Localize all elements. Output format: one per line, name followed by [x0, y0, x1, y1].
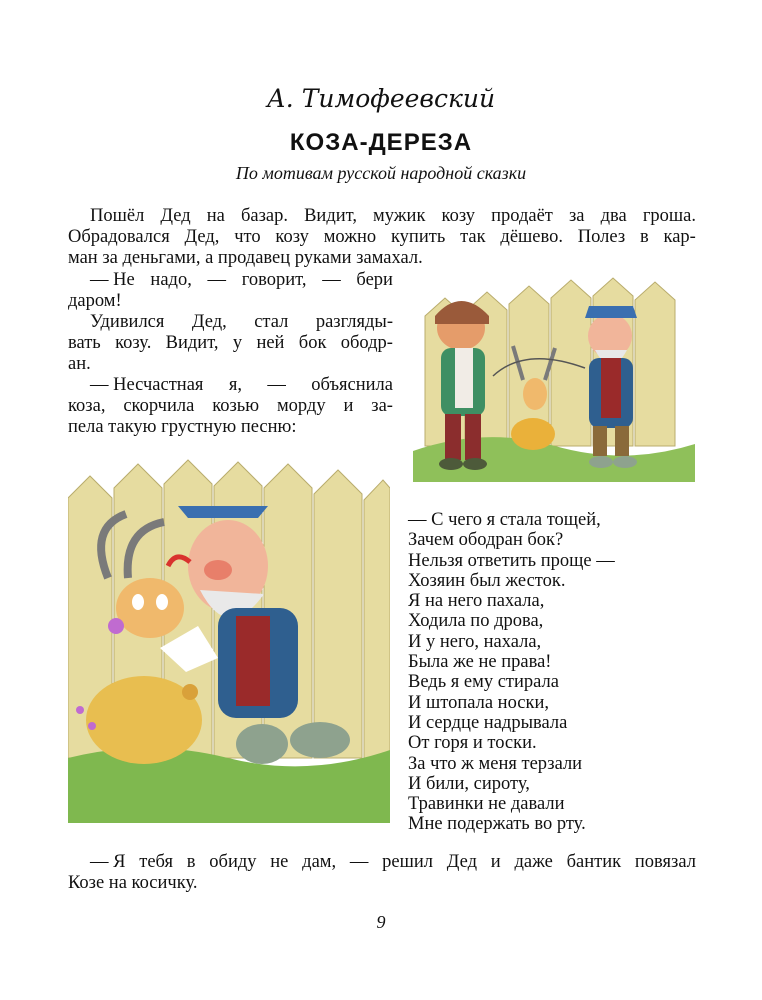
word: Видит,: [304, 206, 357, 226]
word: дам,: [302, 852, 337, 872]
word: — Не: [90, 270, 135, 290]
word: Дед: [446, 852, 478, 872]
word: ободр-: [340, 333, 393, 353]
word: — Я: [90, 852, 126, 872]
poem-line: — С чего я стала тощей,: [408, 510, 601, 530]
poem-line: И сердце надрывала: [408, 712, 568, 733]
poem-line: И штопала носки,: [408, 692, 549, 713]
poem-line: Мне подержать во рту.: [408, 814, 586, 835]
word: продаёт: [491, 206, 553, 226]
word: даже: [514, 852, 553, 872]
word: надо,: [150, 270, 192, 290]
word: можно: [323, 227, 377, 247]
word: обиду: [209, 852, 257, 872]
word: базар.: [240, 206, 288, 226]
word: гроша.: [642, 206, 696, 226]
word: на: [206, 206, 225, 226]
poem-line: И били, сироту,: [408, 773, 530, 794]
word: два: [600, 206, 627, 226]
word: объяснила: [311, 375, 393, 395]
poem-line: Ведь я ему стирала: [408, 672, 559, 693]
word: морду: [276, 396, 326, 416]
word: —: [207, 270, 227, 290]
text-line: Козе на косичку.: [68, 873, 198, 893]
word: разгляды-: [315, 312, 393, 332]
justified-line: [68, 270, 393, 291]
word: козу.: [115, 333, 152, 353]
word: вать: [68, 333, 101, 353]
poem-line: Зачем ободран бок?: [408, 530, 564, 551]
word: Дед,: [191, 312, 227, 332]
poem-line: И у него, нахала,: [408, 631, 542, 652]
word: так: [460, 227, 486, 247]
story-title: КОЗА-ДЕРЕЗА: [289, 129, 473, 156]
word: решил: [382, 852, 434, 872]
word: Полез: [577, 227, 626, 247]
word: что: [234, 227, 261, 247]
word: говорит,: [241, 270, 307, 290]
poem-line: От горя и тоски.: [408, 733, 537, 754]
word: бантик: [566, 852, 622, 872]
poem-line: Ходила по дрова,: [408, 611, 544, 632]
word: купить: [390, 227, 446, 247]
word: дёшево.: [500, 227, 563, 247]
text-line: ман за деньгами, а продавец руками замахал.: [68, 248, 423, 268]
word: — Несчастная: [90, 375, 204, 395]
word: —: [267, 375, 286, 395]
text-line: пела такую грустную песню:: [68, 417, 297, 437]
word: бок: [298, 333, 327, 353]
text-line: даром!: [68, 291, 122, 311]
word: повязал: [634, 852, 696, 872]
justified-line: [68, 396, 393, 417]
word: Удивился: [90, 312, 165, 332]
word: стал: [254, 312, 289, 332]
page-number: 9: [376, 912, 386, 932]
poem-line: За что ж меня терзали: [408, 753, 583, 774]
word: у: [232, 333, 243, 353]
word: кар-: [663, 227, 696, 247]
text-line: ан.: [68, 354, 91, 374]
poem-line: Нельзя ответить проще —: [408, 550, 615, 571]
word: за-: [371, 396, 393, 416]
poem: [408, 510, 615, 835]
word: и: [343, 396, 354, 416]
poem-lines: [408, 510, 615, 835]
word: —: [322, 270, 341, 290]
word: я,: [228, 375, 242, 395]
word: тебя: [139, 852, 173, 872]
poem-line: Хозяин был жесток.: [408, 570, 566, 591]
word: Видит,: [165, 333, 219, 353]
justified-line: [68, 333, 393, 354]
word: и: [490, 852, 501, 872]
paragraph-3: [68, 375, 393, 438]
word: Дед,: [184, 227, 220, 247]
word: коза,: [68, 396, 106, 416]
poem-line: Я на него пахала,: [408, 591, 545, 612]
illustration-grandfather-and-goat: [68, 458, 390, 823]
word: мужик: [373, 206, 426, 226]
justified-line: [68, 375, 393, 396]
paragraph-2: [68, 312, 393, 375]
poem-line: Травинки не давали: [408, 794, 565, 815]
word: в: [639, 227, 649, 247]
justified-line: [68, 852, 696, 873]
closing-paragraph: [68, 852, 696, 894]
word: не: [270, 852, 289, 872]
word: бери: [356, 270, 393, 290]
word: ней: [256, 333, 285, 353]
word: Дед: [160, 206, 191, 226]
justified-line: [68, 227, 696, 248]
story-subtitle: По мотивам русской народной сказки: [235, 163, 527, 183]
word: скорчила: [123, 396, 195, 416]
justified-line: [68, 312, 393, 333]
word: в: [186, 852, 196, 872]
illustration-buying-goat: [405, 276, 705, 482]
dialogue-paragraph: [68, 270, 393, 312]
word: козу: [441, 206, 475, 226]
word: Пошёл: [90, 206, 145, 226]
word: козу: [275, 227, 309, 247]
poem-line: Была же не права!: [408, 652, 552, 673]
intro-paragraph: [68, 206, 696, 269]
word: за: [568, 206, 585, 226]
word: Обрадовался: [68, 227, 170, 247]
author-name: А. Тимофеевский: [266, 84, 496, 113]
word: козью: [212, 396, 260, 416]
word: —: [349, 852, 369, 872]
justified-line: [68, 206, 696, 227]
